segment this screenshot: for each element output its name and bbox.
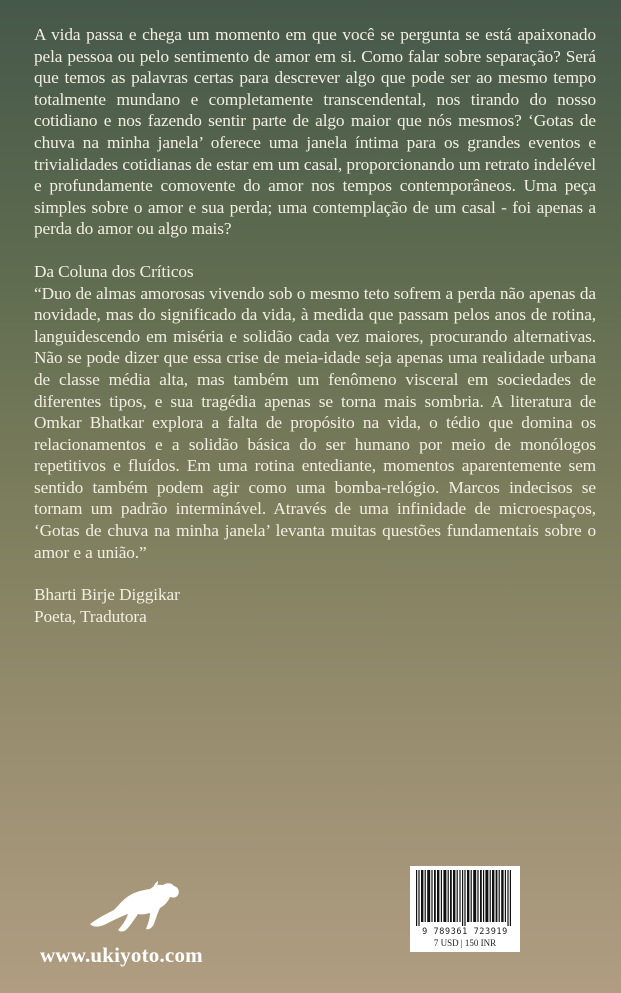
barcode-bars <box>416 870 514 926</box>
isbn-barcode <box>410 866 520 952</box>
reviewer-role: Poeta, Tradutora <box>34 606 147 626</box>
book-blurb: A vida passa e chega um momento em que você se pergunta se está apaixonado pela pessoa ou pelo sentimento de amor em si. Como falar sobre separação? Será que temos as palavras certas para descrever algo que pode ser ao mesmo tempo totalmente mundano e completamente transcendental, nos tirando do nosso cotidiano e nos fazendo sentir parte de algo maior que nós mesmos? ‘Gotas de chuva na minha janela’ oferece uma janela íntima para os grandes eventos e trivialidades cotidianas de estar em um casal, proporcionando um retrato indelével e profundamente comovente do amor nos tempos contemporâneos. Uma peça simples sobre o amor e sua perda; uma contemplação de um casal - foi apenas a perda do amor ou algo mais? <box>34 25 596 239</box>
critics-quote: “Duo de almas amorosas vivendo sob o mesmo teto sofrem a perda não apenas da novidade, mas do significado da vida, à medida que passam pelos anos de rotina, languidescendo em miséria e solidão cada vez maiores, procurando alternativas. Não se pode dizer que essa crise de meia-idade seja apenas uma realidade urbana de classe média alta, mas também um fenômeno visceral em sociedades de diferentes tipos, e sua tragédia apenas se torna mais sombria. A literatura de Omkar Bhatkar explora a falta de propósito na vida, o tédio que domina os relacionamentos e a solidão básica do ser humano por meio de monólogos repetitivos e fluídos. Em uma rotina entediante, momentos aparentemente sem sentido também podem agir como uma bomba-relógio. Marcos indecisos se tornam um padrão interminável. Através de uma infinidade de microespaços, ‘Gotas de chuva na minha janela’ levanta muitas questões fundamentais sobre o amor e a união.” <box>34 283 596 562</box>
leaping-panther-logo-icon <box>88 880 182 935</box>
reviewer-signature <box>34 584 596 627</box>
price-label: 7 USD | 150 INR <box>433 938 497 948</box>
reviewer-name: Bharti Birje Diggikar <box>34 585 180 605</box>
critics-heading: Da Coluna dos Críticos <box>34 261 194 281</box>
isbn-digits: 9 789361 723919 <box>422 927 508 937</box>
publisher-website: www.ukiyoto.com <box>40 943 203 967</box>
back-cover-text <box>34 24 596 627</box>
